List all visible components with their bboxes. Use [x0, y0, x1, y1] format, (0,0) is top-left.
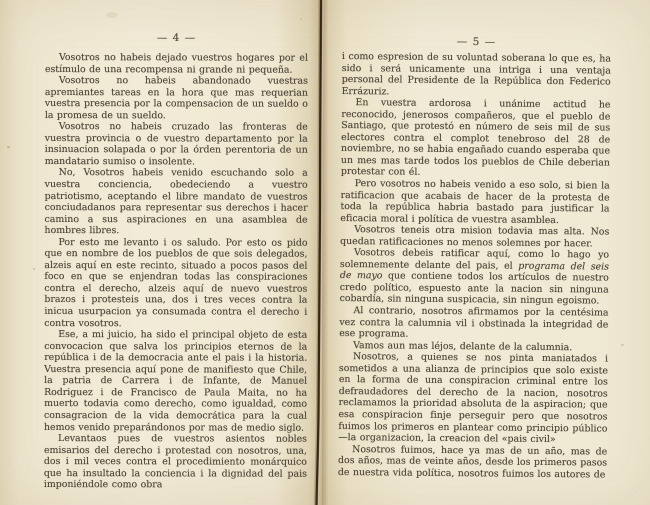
- left-page-number: — 4 —: [156, 31, 197, 45]
- paragraph: [338, 351, 608, 446]
- text-segment: En vuestra ardorosa i unánime actitud he reconocido, jenerosos compañeros, que el pueblo de Santiago, que protestó en número de seis mil de sus electores contra el complot tenebroso del 28 de noviembre, no se habia engañado cuando esperaba que un mes mas tarde todos los pueblos de Chile deberian protestar con él.: [340, 97, 611, 179]
- right-page-number: — 5 —: [456, 35, 497, 49]
- text-segment: Pero vosotros no habeis venido a eso solo, si bien la ratificacion que acabais de hacer de la protesta de toda la república habria bastado para justificar la eficacia moral i política de vuestra asamblea.: [340, 178, 610, 226]
- text-segment: Ese, a mi juicio, ha sido el principal objeto de esta convocacion que salva los principios eternos de la república i de la democracia ante el pais i la historia. Vuestra presencia aquí pone de manifiesto que Chile, la patria de Carrera i de Infante, de Manuel Rodriguez i de Francisco de Paula Maita, no ha muerto todavia como derecho, como igualdad, como consagracion de la vida democrática para la cual hemos venido preparándonos por mas de medio siglo.: [44, 329, 308, 434]
- text-segment: Nosotros fuimos, hace ya mas de un año, mas de dos años, mas de veinte años, desde los primeros pasos de nuestra vida política, nosotros fuimos los autores de: [337, 443, 608, 481]
- paragraph: [339, 305, 608, 342]
- text-segment: Levantaos pues de vuestros asientos nobles emisarios del derecho i protestad con nosotros, una, dos i mil veces contra el procedimiento monárquico que ha insultado la conciencia i la dignidad del pais imponiéndole como obra: [43, 433, 308, 491]
- paragraph: [45, 52, 308, 76]
- text-segment: Nosotros, a quienes se nos pinta maniatados i sometidos a una alianza de principios que solo existe en la forma de una conspiracion criminal entre los defraudadores del derecho de la nacion, nosotros reclamamos la prioridad absoluta de la aspiracion; que esa conspiracion finje perseguir pero que nosotros fuimos los primeros en plantear como principio público—la organizacion, la creacion del «pais civil»: [338, 351, 609, 446]
- text-segment: Vosotros debeis ratificar aquí, como lo hago yo solemnemente delante del pais, el: [339, 247, 610, 272]
- right-page-text: [338, 51, 611, 481]
- text-segment: Vamos aun mas léjos, delante de la calumnia.: [353, 339, 573, 353]
- paragraph: [45, 75, 308, 122]
- left-page-text: [44, 52, 308, 491]
- paragraph: [44, 433, 307, 491]
- paragraph: [338, 444, 607, 481]
- text-segment: i como espresion de su voluntad soberana lo que es, ha sido i será unicamente una intriga i una ventaja personal del Presidente de la República don Federico Errázuriz.: [341, 51, 611, 98]
- text-segment: Vosotros no habeis cruzado las fronteras de vuestra provincia o de vuestro departamento por la insinuacion solapada o por la órden perentoria de un mandatario sumiso o insolente.: [44, 121, 308, 168]
- text-segment: Vosotros teneis otra mision todavia mas alta. Nos quedan ratificaciones no menos solemnes por hacer.: [340, 224, 610, 250]
- text-segment: que contiene todos los artículos de nuestro credo político, espuesto ante la nacion sin ninguna cobardía, sin ninguna suspicacia, sin ningun egoismo.: [339, 270, 609, 307]
- text-segment: Vosotros no habeis dejado vuestros hogares por el estímulo de una recompensa ni grande ni pequeña.: [44, 52, 308, 76]
- paragraph: [45, 121, 308, 168]
- paragraph: [44, 237, 307, 330]
- paragraph: [340, 178, 609, 227]
- paragraph: [44, 329, 307, 434]
- text-segment: Vosotros no habeis abandonado vuestras apremiantes tareas en la hora que mas requerian vuestra presencia por la compensacion de un sueldo o la promesa de un sueldo.: [44, 75, 308, 122]
- text-segment: Al contrario, nosotros afirmamos por la centésima vez contra la calumnia vil i obstinada la integridad de ese programa.: [339, 305, 609, 340]
- paragraph: [340, 247, 610, 307]
- italic-phrase: programa del seis de mayo: [339, 260, 609, 282]
- text-segment: No, Vosotros habeis venido escuchando solo a vuestra conciencia, obedeciendo a vuestro patriotismo, aceptando el libre mandato de vuestros conciudadanos para representar sus derechos i hacer camino a sus aspiraciones en una asamblea de hombres libres.: [44, 167, 308, 237]
- text-segment: Por esto me levanto i os saludo. Por esto os pido que en nombre de los pueblos de que sois delegados, alzeis aquí en este recinto, situado a pocos pasos del foco en que se enjendran todas las conspiraciones contra el derecho, alzeis aquí de nuevo vuestros brazos i protesteis una, dos i tres veces contra la inicua usurpacion ya consumada contra el derecho i contra vosotros.: [44, 236, 308, 329]
- paragraph: [341, 97, 611, 180]
- paragraph: [340, 224, 609, 250]
- paragraph: [45, 167, 308, 237]
- paragraph: [342, 51, 611, 100]
